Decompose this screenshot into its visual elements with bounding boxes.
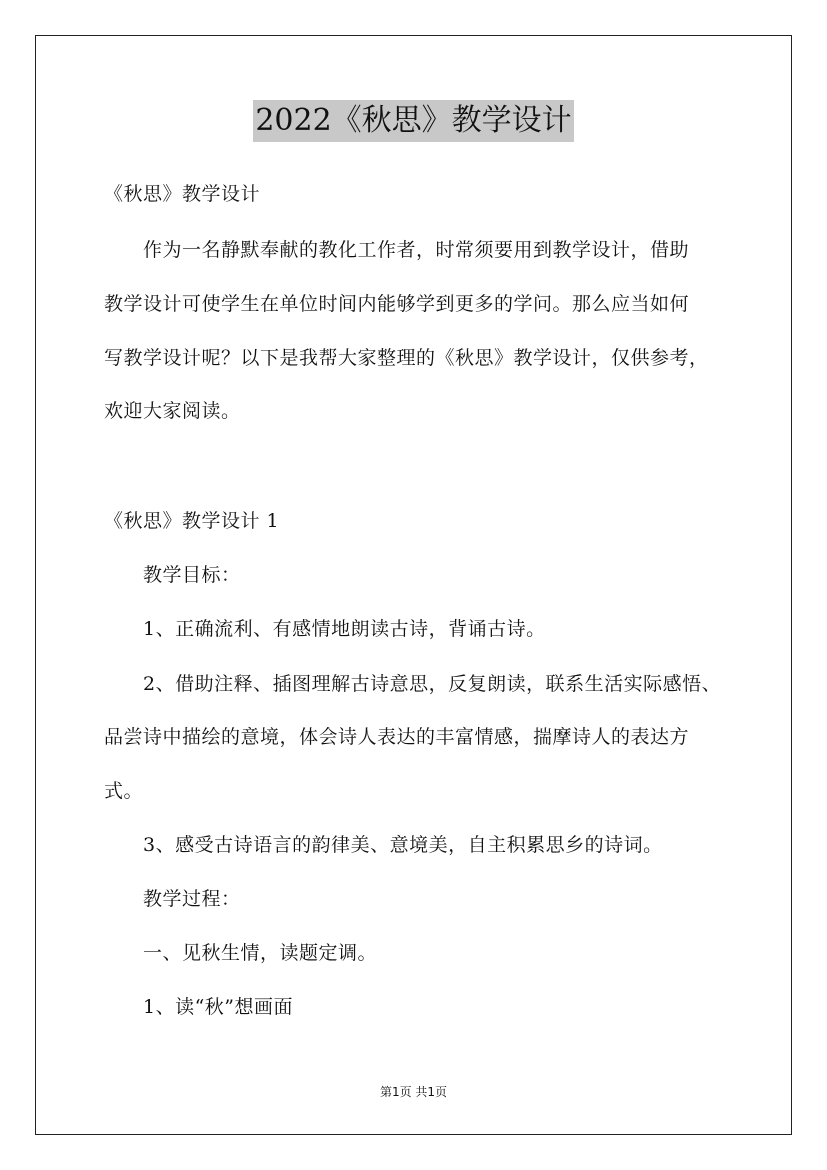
intro-line-3: 写教学设计呢？以下是我帮大家整理的《秋思》教学设计，仅供参考， <box>104 347 709 369</box>
objective-2-line-1: 2、借助注释、插图理解古诗意思，反复朗读，联系生活实际感悟、 <box>143 673 722 695</box>
objective-2-line-2: 品尝诗中描绘的意境，体会诗人表达的丰富情感，揣摩诗人的表达方 <box>104 726 690 748</box>
objective-2-line-3: 式。 <box>104 780 144 802</box>
process-step-1: 一、见秋生情，读题定调。 <box>143 942 378 964</box>
section-heading: 《秋思》教学设计 <box>104 183 261 205</box>
process-heading: 教学过程： <box>143 888 241 910</box>
page-footer: 第1页 共1页 <box>379 1085 448 1099</box>
intro-line-1: 作为一名静默奉献的教化工作者，时常须要用到教学设计，借助 <box>143 239 690 261</box>
intro-line-4: 欢迎大家阅读。 <box>104 400 241 422</box>
process-substep-1: 1、读“秋”想画面 <box>143 996 294 1018</box>
objective-3: 3、感受古诗语言的韵律美、意境美，自主积累思乡的诗词。 <box>143 834 663 856</box>
intro-line-2: 教学设计可使学生在单位时间内能够学到更多的学问。那么应当如何 <box>104 293 690 315</box>
objectives-heading: 教学目标： <box>143 564 241 586</box>
objective-1: 1、正确流利、有感情地朗读古诗，背诵古诗。 <box>143 618 546 640</box>
design-1-heading: 《秋思》教学设计 1 <box>104 510 280 532</box>
document-title: 2022《秋思》教学设计 <box>253 100 573 142</box>
document-title-wrap <box>0 100 827 142</box>
